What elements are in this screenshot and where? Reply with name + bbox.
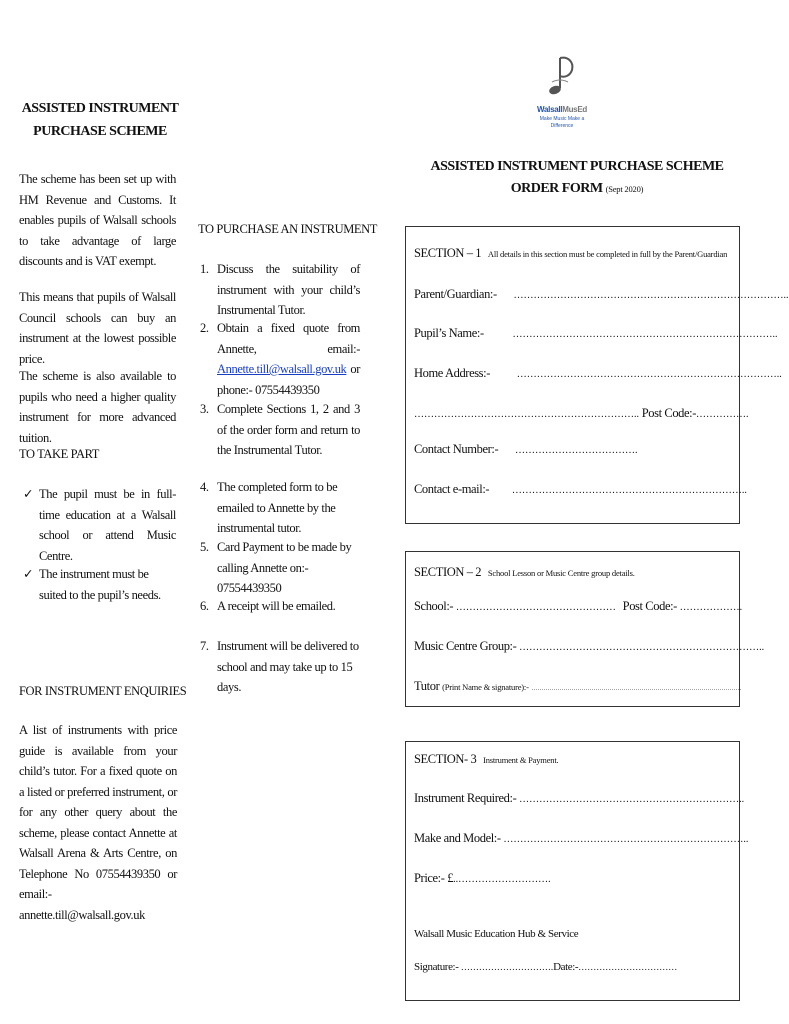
checkmark-icon: ✓	[23, 567, 34, 581]
instrument-required-field[interactable]: …………………………………………………………..	[519, 794, 745, 805]
step-5	[200, 537, 360, 599]
price-row[interactable]	[414, 871, 731, 886]
scheme-intro-paragraph: The scheme has been set up with HM Revenue and Customs. It enables pupils of Walsall schools to take advantage of large discounts and is VAT exempt.	[19, 172, 176, 268]
parent-guardian-field[interactable]: ………………………………………………………………………..	[513, 290, 789, 301]
logo-name-part1: Walsall	[537, 105, 563, 114]
hub-name: Walsall Music Education Hub & Service	[414, 928, 579, 940]
step-6	[200, 596, 360, 617]
step-number: 7.	[200, 639, 209, 653]
purchase-heading: TO PURCHASE AN INSTRUMENT	[198, 222, 378, 236]
section-1-label: SECTION – 1	[414, 246, 482, 260]
section-2-header	[414, 565, 731, 580]
parent-guardian-label: Parent/Guardian:-	[414, 287, 497, 301]
step-number: 2.	[200, 321, 209, 335]
section-2-note: School Lesson or Music Centre group details.	[487, 568, 635, 578]
step-number: 5.	[200, 540, 209, 554]
signature-field[interactable]: ………………………….	[460, 962, 554, 972]
advanced-tuition-paragraph: The scheme is also available to pupils who need a higher quality instrument for more advanced tuition.	[19, 369, 176, 445]
eligibility-text-1: The pupil must be in full-time education at a Walsall school or attend Music Centre.	[39, 487, 176, 563]
contact-email-label: Contact e-mail:-	[414, 482, 490, 496]
price-field[interactable]: ..……………………….	[453, 874, 551, 885]
date-label: Date:-	[553, 961, 579, 973]
step-text: The completed form to be emailed to Annette by the instrumental tutor.	[217, 480, 338, 535]
section-3-note: Instrument & Payment.	[483, 755, 559, 765]
step-text: A receipt will be emailed.	[217, 599, 336, 613]
signature-date-row[interactable]	[414, 961, 731, 973]
music-centre-group-label: Music Centre Group:-	[414, 639, 517, 653]
enquiries-paragraph: A list of instruments with price guide is available from your child’s tutor. For a fixed quote on a listed or preferred instrument, or for any other query about the scheme, please contact Annette at Walsall Arena & Arts Centre, on Telephone No 07554439350 or email:- annette.till@walsall.gov.uk	[19, 723, 177, 922]
section-2-box	[405, 551, 765, 707]
contact-email-row[interactable]	[414, 482, 747, 497]
music-note-icon	[530, 52, 590, 104]
scheme-title-line1: ASSISTED INSTRUMENT	[21, 101, 179, 116]
instrument-required-label: Instrument Required:-	[414, 791, 517, 805]
step-2	[200, 318, 360, 400]
order-form-title	[402, 156, 752, 200]
checkmark-icon: ✓	[23, 487, 34, 501]
logo-name-part2: MusEd	[562, 105, 587, 114]
section-1-header	[414, 246, 731, 261]
step-number: 6.	[200, 599, 209, 613]
step-3	[200, 399, 360, 461]
scheme-title-line2: PURCHASE SCHEME	[33, 124, 167, 139]
enquiries-heading: FOR INSTRUMENT ENQUIRIES	[19, 684, 187, 698]
parent-guardian-row[interactable]	[414, 287, 789, 302]
annette-email-link[interactable]: Annette.till@walsall.gov.uk	[217, 362, 347, 376]
step-text: Discuss the suitability of instrument with your child’s Instrumental Tutor.	[217, 262, 360, 317]
make-model-row[interactable]	[414, 831, 749, 846]
step-number: 1.	[200, 262, 209, 276]
section-2-label: SECTION – 2	[414, 565, 482, 579]
school-field[interactable]: …………………………………………	[455, 602, 616, 613]
tutor-row[interactable]	[414, 679, 742, 694]
pupil-name-row[interactable]	[414, 326, 778, 341]
home-address-label: Home Address:-	[414, 366, 490, 380]
step-phone-text: or phone:- 07554439350	[217, 362, 360, 397]
section-1-box	[405, 226, 789, 524]
section-3-box	[405, 741, 749, 1001]
make-model-field[interactable]: ………………………………………………………………..	[503, 834, 749, 845]
step-number: 3.	[200, 402, 209, 416]
date-field[interactable]: ……………………………	[578, 962, 678, 972]
order-form-title-line2: ORDER FORM	[510, 181, 603, 196]
tutor-note: (Print Name & signature):-	[442, 682, 529, 692]
music-centre-group-field[interactable]: ………………………………………………………………..	[519, 642, 765, 653]
make-model-label: Make and Model:-	[414, 831, 501, 845]
signature-label: Signature:-	[414, 961, 459, 973]
section-3-header	[414, 752, 731, 767]
section-1-note: All details in this section must be completed in full by the Parent/Guardian	[487, 249, 728, 259]
step-number: 4.	[200, 480, 209, 494]
school-label: School:-	[414, 599, 454, 613]
order-form-date: (Sept 2020)	[605, 184, 644, 194]
pupil-name-label: Pupil’s Name:-	[414, 326, 484, 340]
step-text: Complete Sections 1, 2 and 3 of the order form and return to the Instrumental Tutor.	[217, 402, 360, 457]
step-text: Card Payment to be made by calling Annette on:- 07554439350	[217, 540, 352, 595]
contact-number-label: Contact Number:-	[414, 442, 499, 456]
logo-tagline-1: Make Music Make a	[539, 116, 585, 122]
eligibility-bullet-1	[19, 484, 176, 566]
walsall-mused-logo	[530, 52, 590, 137]
school-postcode-field[interactable]: ……………….	[679, 602, 743, 613]
step-4	[200, 477, 360, 539]
school-postcode-label: Post Code:-	[622, 599, 677, 613]
order-form-title-line1: ASSISTED INSTRUMENT PURCHASE SCHEME	[430, 159, 724, 174]
council-schools-paragraph: This means that pupils of Walsall Council schools can buy an instrument at the lowest possible price.	[19, 290, 176, 366]
take-part-heading: TO TAKE PART	[19, 447, 100, 461]
school-row[interactable]	[414, 599, 743, 614]
instrument-required-row[interactable]	[414, 791, 745, 806]
step-text: Instrument will be delivered to school and may take up to 15 days.	[217, 639, 359, 694]
scheme-title	[20, 97, 180, 143]
contact-number-row[interactable]	[414, 442, 731, 457]
tutor-label: Tutor	[414, 679, 440, 693]
contact-number-field[interactable]: ……………………………….	[514, 445, 638, 456]
logo-tagline-2: Difference	[550, 123, 574, 129]
postcode-label: Post Code:-	[641, 406, 697, 420]
eligibility-text-2: The instrument must be suited to the pupil’s needs.	[39, 567, 161, 602]
home-address-line2-field[interactable]: …………………………………………………………..	[414, 409, 639, 420]
section-3-label: SECTION- 3	[414, 752, 477, 766]
home-address-field[interactable]: ……………………………………………………………………..	[516, 369, 782, 380]
contact-email-field[interactable]: ……………………………………………………………..	[511, 485, 747, 496]
tutor-field[interactable]: ……………………………………………………………………………………………	[531, 686, 742, 692]
music-centre-group-row[interactable]	[414, 639, 765, 654]
step-1	[200, 259, 360, 321]
step-7	[200, 636, 360, 698]
pupil-name-field[interactable]: ……………………………………………………………………..	[512, 329, 778, 340]
address-postcode-row[interactable]	[414, 406, 749, 421]
postcode-field[interactable]: …………….	[696, 409, 749, 420]
step-text: Obtain a fixed quote from Annette, email:-	[217, 321, 360, 356]
price-label: Price:- £	[414, 871, 454, 885]
home-address-row[interactable]	[414, 366, 782, 381]
eligibility-bullet-2	[19, 564, 176, 605]
